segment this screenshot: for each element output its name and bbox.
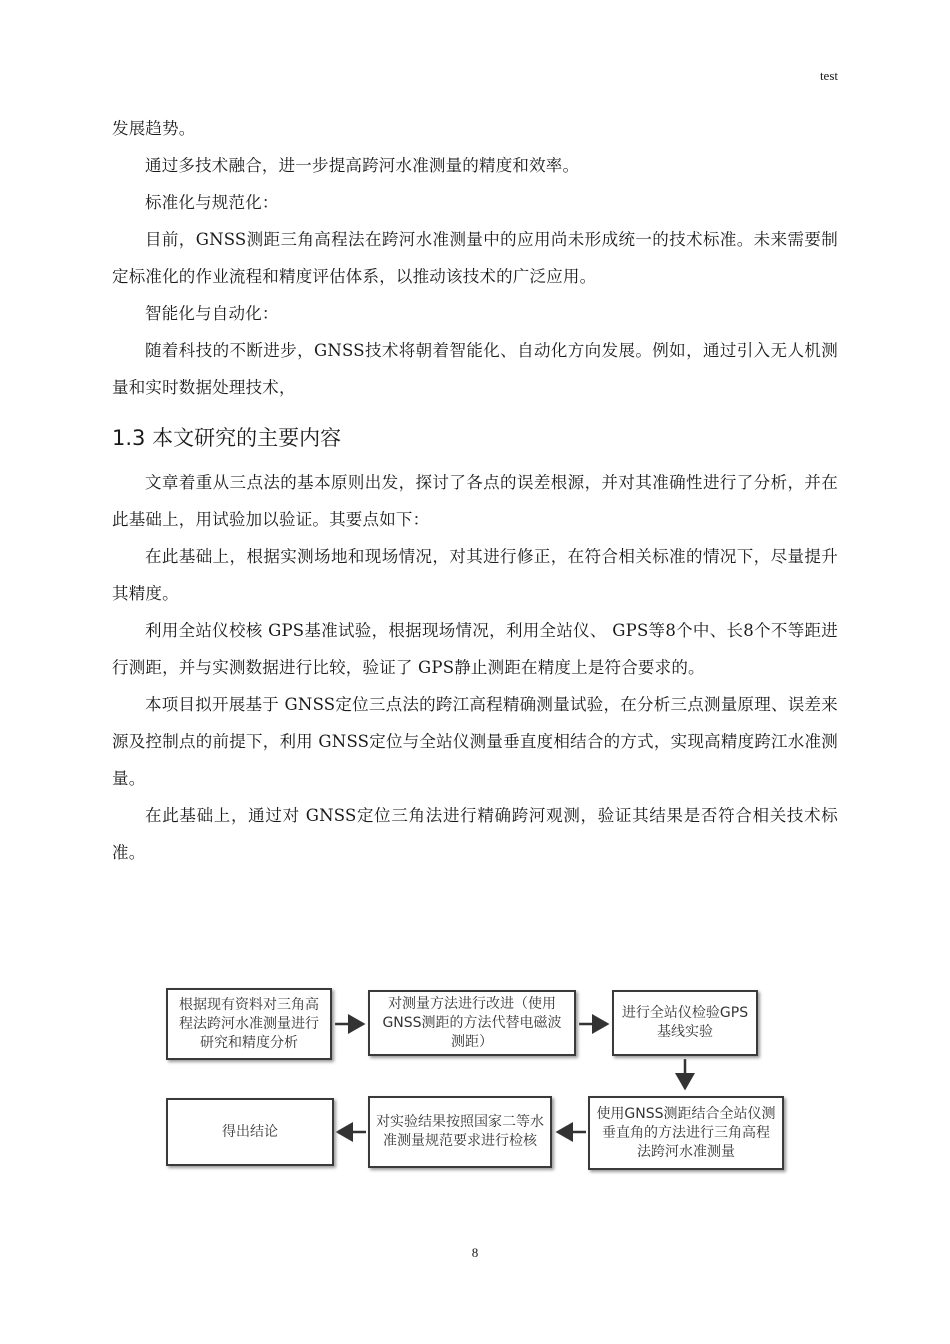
paragraph: 通过多技术融合，进一步提高跨河水准测量的精度和效率。	[145, 156, 580, 175]
flow-step-verification: 对实验结果按照国家二等水准测量规范要求进行检核	[368, 1096, 552, 1168]
flow-step-measurement: 使用GNSS测距结合全站仪测垂直角的方法进行三角高程法跨河水准测量	[588, 1096, 784, 1170]
page-number: 8	[471, 1245, 479, 1260]
flow-step-research: 根据现有资料对三角高程法跨河水准测量进行研究和精度分析	[166, 988, 332, 1060]
paragraph: 随着科技的不断进步，GNSS技术将朝着智能化、自动化方向发展。例如，通过引入无人机测量和实时数据处理技术，	[112, 341, 838, 397]
flow-step-improve-method: 对测量方法进行改进（使用GNSS测距的方法代替电磁波测距）	[368, 990, 576, 1056]
paragraph: 智能化与自动化：	[145, 304, 279, 323]
document-body	[112, 110, 838, 871]
paragraph: 目前，GNSS测距三角高程法在跨河水准测量中的应用尚未形成统一的技术标准。未来需要制定标准化的作业流程和精度评估体系，以推动该技术的广泛应用。	[112, 230, 838, 286]
paragraph: 标准化与规范化：	[145, 193, 279, 212]
paragraph: 本项目拟开展基于 GNSS定位三点法的跨江高程精确测量试验，在分析三点测量原理、误差来源及控制点的前提下，利用 GNSS定位与全站仪测量垂直度相结合的方式，实现高精度跨江水准测量。	[112, 695, 838, 788]
flow-step-baseline-test: 进行全站仪检验GPS基线实验	[612, 990, 758, 1056]
paragraph: 利用全站仪校核 GPS基准试验，根据现场情况，利用全站仪、 GPS等8个中、长8个不等距进行测距，并与实测数据进行比较，验证了 GPS静止测距在精度上是符合要求的。	[112, 621, 838, 677]
paragraph: 在此基础上，通过对 GNSS定位三角法进行精确跨河观测，验证其结果是否符合相关技术标准。	[112, 806, 838, 862]
section-heading: 1.3 本文研究的主要内容	[112, 426, 342, 450]
paragraph: 在此基础上，根据实测场地和现场情况，对其进行修正，在符合相关标准的情况下，尽量提升其精度。	[112, 547, 838, 603]
paragraph: 文章着重从三点法的基本原则出发，探讨了各点的误差根源，并对其准确性进行了分析，并在此基础上，用试验加以验证。其要点如下：	[112, 473, 838, 529]
flow-step-conclusion: 得出结论	[166, 1098, 334, 1166]
paragraph: 发展趋势。	[112, 119, 196, 138]
research-flowchart	[160, 982, 790, 1174]
page-header: test	[819, 68, 838, 83]
